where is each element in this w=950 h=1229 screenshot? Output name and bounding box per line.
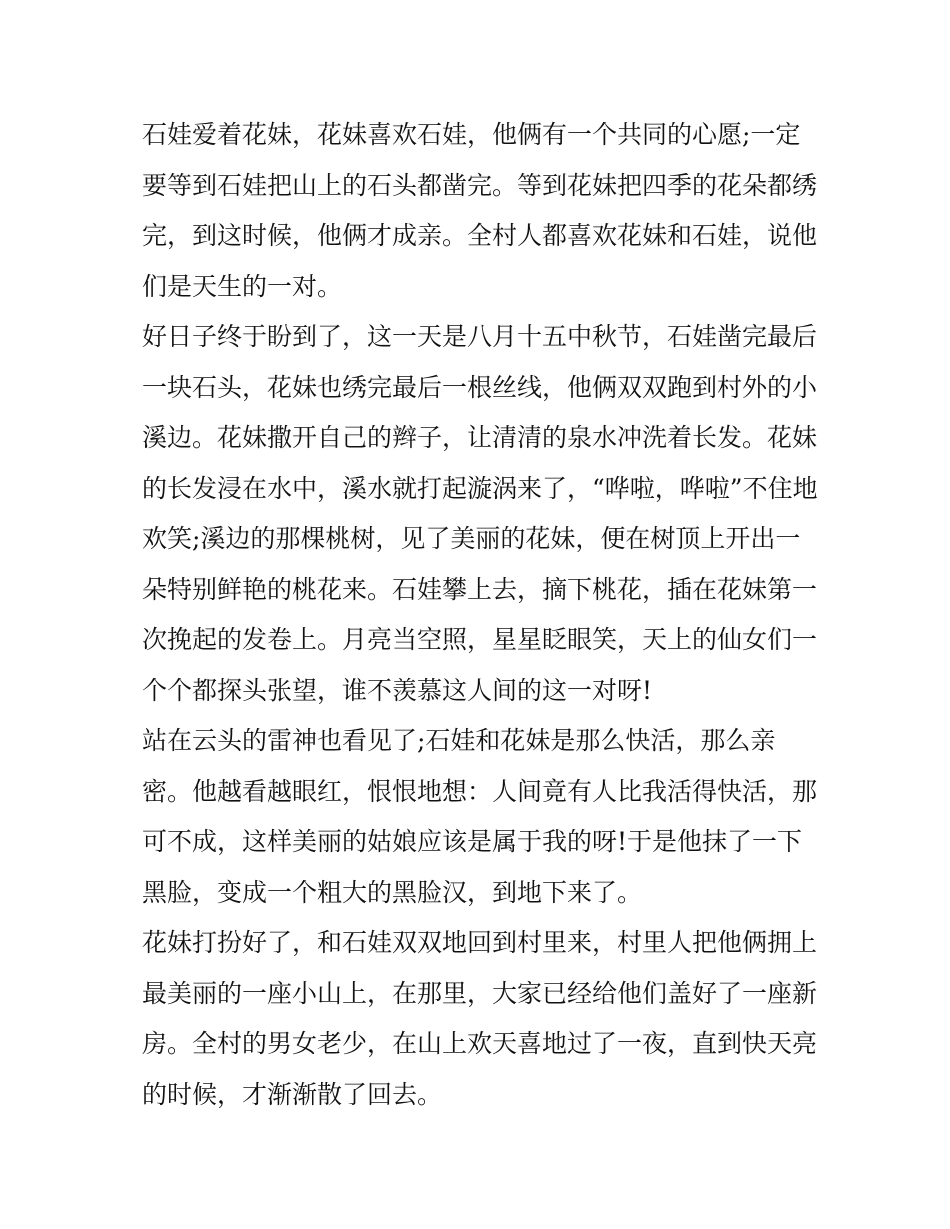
text-line: 房。全村的男女老少，在山上欢天喜地过了一夜，直到快天亮 <box>142 1029 818 1058</box>
text-line: 们是天生的一对。 <box>142 271 343 301</box>
text-line: 密。他越看越眼红，恨恨地想：人间竟有人比我活得快活，那 <box>142 776 818 806</box>
text-line: 可不成，这样美丽的姑娘应该是属于我的呀!于是他抹了一下 <box>142 827 803 856</box>
text-line: 的长发浸在水中，溪水就打起漩涡来了，“哗啦，哗啦”不住地 <box>142 473 818 503</box>
text-line: 欢笑;溪边的那棵桃树，见了美丽的花妹，便在树顶上开出一 <box>142 524 801 553</box>
text-line: 最美丽的一座小山上，在那里，大家已经给他们盖好了一座新 <box>142 978 818 1008</box>
text-line: 一块石头，花妹也绣完最后一根丝线，他俩双双跑到村外的小 <box>142 372 818 402</box>
text-line: 黑脸，变成一个粗大的黑脸汉，到地下来了。 <box>142 877 643 907</box>
text-line: 的时候，才渐渐散了回去。 <box>142 1079 443 1109</box>
text-line: 完，到这时候，他俩才成亲。全村人都喜欢花妹和石娃，说他 <box>142 221 818 250</box>
text-line: 站在云头的雷神也看见了;石娃和花妹是那么快活，那么亲 <box>142 726 776 755</box>
body-text <box>142 110 832 1120</box>
text-line: 石娃爱着花妹，花妹喜欢石娃，他俩有一个共同的心愿;一定 <box>142 120 801 149</box>
text-line: 花妹打扮好了，和石娃双双地回到村里来，村里人把他俩拥上 <box>142 928 818 957</box>
text-line: 个个都探头张望，谁不羡慕这人间的这一对呀! <box>142 675 653 705</box>
text-line: 朵特别鲜艳的桃花来。石娃攀上去，摘下桃花，插在花妹第一 <box>142 574 818 604</box>
text-line: 次挽起的发卷上。月亮当空照，星星眨眼笑，天上的仙女们一 <box>142 625 818 654</box>
text-line: 好日子终于盼到了，这一天是八月十五中秋节，石娃凿完最后 <box>142 322 818 351</box>
text-line: 溪边。花妹撒开自己的辫子，让清清的泉水冲洗着长发。花妹 <box>142 423 818 452</box>
text-line: 要等到石娃把山上的石头都凿完。等到花妹把四季的花朵都绣 <box>142 170 818 200</box>
